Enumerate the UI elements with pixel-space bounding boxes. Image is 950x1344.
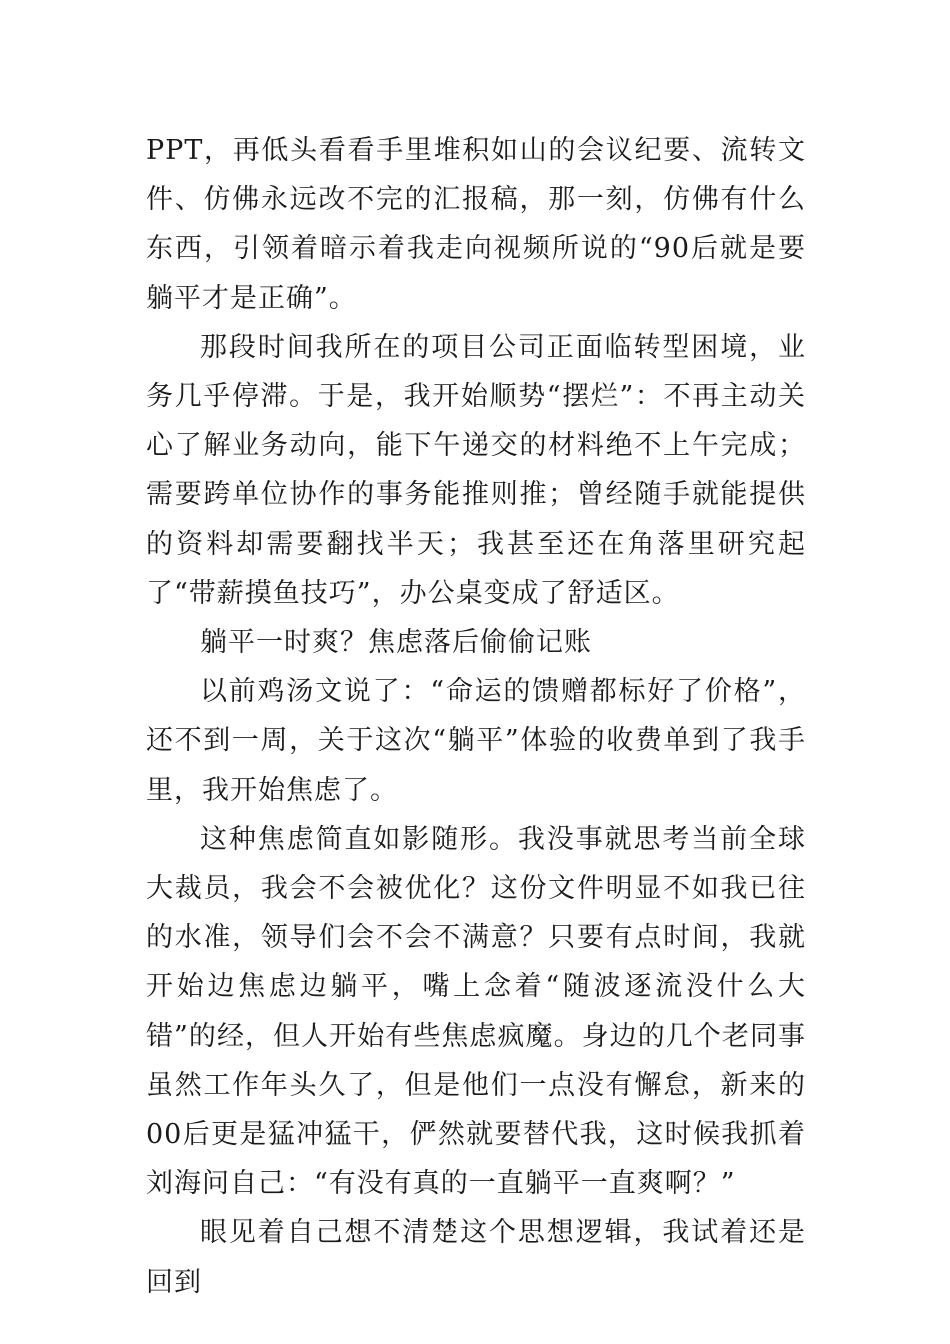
paragraph-lying-flat-begins: 那段时间我所在的项目公司正面临转型困境，业务几乎停滞。于是，我开始顺势“摆烂”：不再主动关心了解业务动向，能下午递交的材料绝不上午完成；需要跨单位协作的事务能推则推；曾经随手就能提供的资料却需要翻找半天；我甚至还在角落里研究起了“带薪摸鱼技巧”，办公桌变成了舒适区。 <box>146 331 806 609</box>
paragraph-price-of-gift: 以前鸡汤文说了：“命运的馈赠都标好了价格”，还不到一周，关于这次“躺平”体验的收费单到了我手里，我开始焦虑了。 <box>146 676 806 806</box>
paragraph-closing: 眼见着自己想不清楚这个思想逻辑，我试着还是回到 <box>146 1217 806 1298</box>
document-body <box>146 126 806 1307</box>
paragraph-continuation: PPT，再低头看看手里堆积如山的会议纪要、流转文件、仿佛永远改不完的汇报稿，那一刻，仿佛有什么东西，引领着暗示着我走向视频所说的“90后就是要躺平才是正确”。 <box>146 135 806 314</box>
section-heading: 躺平一时爽？焦虑落后偷偷记账 <box>200 627 592 659</box>
paragraph-anxiety: 这种焦虑简直如影随形。我没事就思考当前全球大裁员，我会不会被优化？这份文件明显不如我已往的水准，领导们会不会不满意？只要有点时间，我就开始边焦虑边躺平，嘴上念着“随波逐流没什么大错”的经，但人开始有些焦虑疯魔。身边的几个老同事虽然工作年头久了，但是他们一点没有懈怠，新来的00后更是猛冲猛干，俨然就要替代我，这时候我抓着刘海问自己：“有没有真的一直躺平一直爽啊？” <box>146 823 806 1200</box>
